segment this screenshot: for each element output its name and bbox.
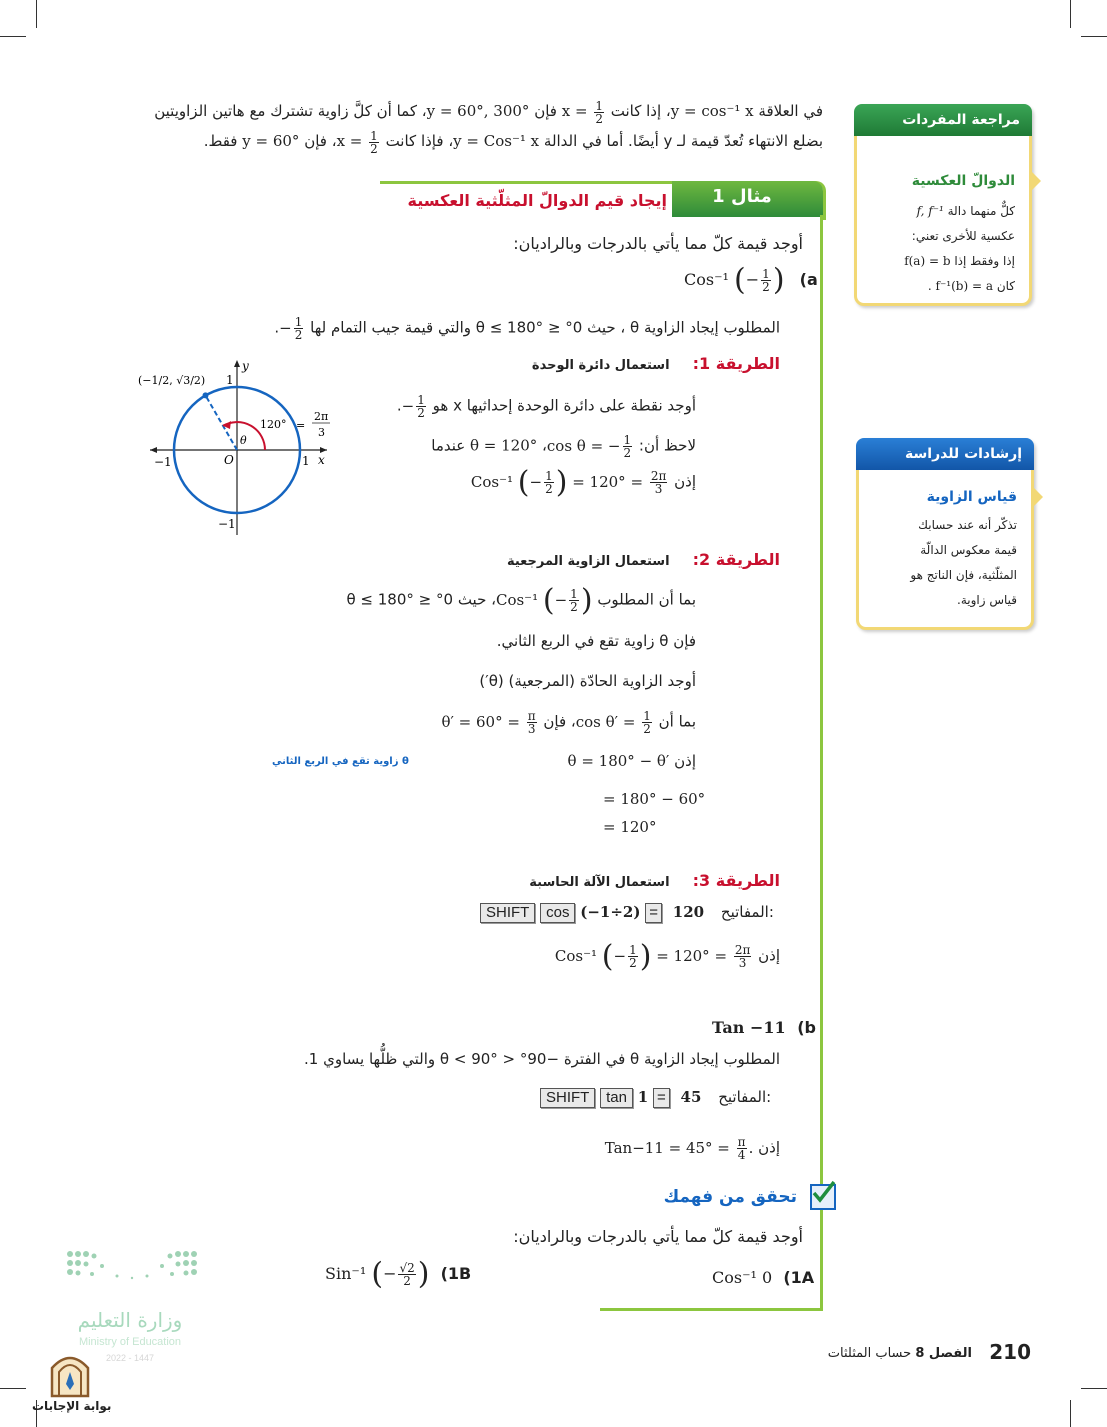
method2-line6: = 180° − 60° [603,790,706,808]
method2-line4: بما أن cos θ′ = $\frac{1}{2}$ ، فإن θ′ = 60° = $\frac{\pi}{3}$ [441,709,696,736]
keys-label: المفاتيح: [718,1088,772,1106]
equals-label: = [296,419,306,432]
intro-paragraph: في العلاقة y = cos⁻¹ x، إذا كانت x = $\frac{1}{2}$ فإن y = 60°, 300°، كما أن كلَّ زاوية تشترك مع هاتين الزاويتين بضلع الانتهاء تُعدّ قيمة لـ y أيضًا. أما في الدالة y = Cos⁻¹ x، فإذا كانت x = $\frac{1}{2}$ ، فإن y = 60° فقط. [154,98,823,156]
cos-key: cos [540,903,575,923]
y-axis-label: y [242,359,249,373]
pointer-tab [1031,171,1041,191]
keys-label: المفاتيح: [720,903,774,921]
vocab-review-header: مراجعة المفردات [854,104,1032,136]
intro-text: فإذا كانت [385,132,444,150]
vocab-definition: كلٌّ منهما دالة f, f⁻¹ عكسية للأخرى تعني: إذا وفقط إذا f(a) = b كان . f⁻¹(b) = a [904,204,1015,293]
check-q2-label: (1B [440,1264,472,1283]
crop-mark [0,1388,26,1389]
key-result: 45 [680,1088,702,1106]
example-title: إيجاد قيم الدوالّ المثلّثية العكسية [407,191,667,210]
point-label: (−1/2, √3/2) [138,374,206,387]
radian-numerator: 2π [314,410,329,423]
x-axis-arrow [150,447,157,453]
example-prompt: أوجد قيمة كلّ مما يأتي بالدرجات وبالراديان: [513,234,803,253]
intro-text: فإن [534,102,557,120]
intro-equation: y = Cos⁻¹ x [453,132,540,150]
terminal-point [203,392,209,398]
checkbox-icon [810,1184,836,1210]
y-axis-arrow [234,360,240,367]
crop-mark [36,0,37,28]
example-frame-bottom [600,1308,823,1311]
check-title: تحقق من فهمك [663,1187,797,1207]
ministry-name-en: Ministry of Education [78,1336,182,1348]
check-q1: Cos⁻¹ 0 (1A [712,1268,815,1287]
key-result: 120 [672,903,705,921]
tan-key: tan [600,1088,633,1108]
study-tips-box [856,438,1034,630]
crop-mark [1081,36,1107,37]
intro-text: كما أن كلَّ زاوية تشترك مع هاتين الزاويتين [154,102,417,120]
angle-label: 120° [260,418,287,431]
check-q2: Sin⁻¹ (− $\frac{√2}{2}$ ) (1B [325,1256,472,1292]
method2-line5: إذن θ = 180° − θ′ [567,752,696,770]
key-argument: (−1÷2) [580,903,641,921]
crop-mark [1081,1388,1107,1389]
method2-line2: فإن θ زاوية تقع في الربع الثاني. [496,632,696,650]
example-badge: مثال 1 [712,186,772,207]
method3-heading: الطريقة 3: استعمال الآلة الحاسبة [529,871,780,890]
crop-mark [0,36,26,37]
x-axis-label: x [318,453,325,467]
unit-circle-diagram [132,350,342,540]
intro-values: y = 60° [242,132,300,150]
part-b-expression: Tan −11 (b [712,1018,816,1037]
chapter-info [828,1346,972,1361]
x-tick-neg-one: −1 [154,455,172,469]
vocab-term: الدوالّ العكسية [911,173,1015,189]
part-a-expression: Cos⁻¹ (− $\frac{1}{2}$ ) (a [684,262,818,298]
method1-line3: إذن Cos⁻¹ (− $\frac{1}{2}$ ) = 120° = $\frac{2\pi}{3}$ [470,464,696,500]
intro-equation: y = cos⁻¹ x [670,102,754,120]
required-b: المطلوب إيجاد الزاوية θ في الفترة −90° < θ < 90° والتي ظلُّها يساوي 1. [303,1050,780,1068]
intro-text: بضلع الانتهاء تُعدّ قيمة لـ y أيضًا. أما في الدالة [543,132,823,150]
shift-key: SHIFT [540,1088,595,1108]
equals-key: = [645,903,662,923]
method2-line3: أوجد الزاوية الحادّة (المرجعية) (θ′) [479,672,696,690]
key-argument: 1 [637,1088,649,1106]
check-prompt: أوجد قيمة كلّ مما يأتي بالدرجات وبالراديان: [513,1227,803,1246]
check-q1-label: (1A [783,1268,815,1287]
method3-result: إذن Cos⁻¹ (− $\frac{1}{2}$ ) = 120° = $\frac{2\pi}{3}$ [554,938,780,974]
vocab-review-box [854,104,1032,306]
method2-heading: الطريقة 2: استعمال الزاوية المرجعية [506,550,780,569]
y-tick-neg-one: −1 [218,517,236,531]
intro-text: في العلاقة [758,102,823,120]
ministry-logo-icon [62,1248,202,1288]
chapter-number: الفصل 8 [915,1346,972,1361]
page-number: 210 [989,1340,1031,1364]
crop-mark [1070,1400,1071,1427]
shift-key: SHIFT [480,903,535,923]
radian-denominator: 3 [318,426,325,439]
method3-keys [480,903,774,923]
required-a: المطلوب إيجاد الزاوية θ ، حيث 0° ≤ θ ≤ 180° والتي قيمة جيب التمام لها − $\frac{1}{2}$ . [274,315,780,342]
y-tick-one: 1 [226,373,234,387]
method1-heading: الطريقة 1: استعمال دائرة الوحدة [531,354,780,373]
part-b-keys [540,1088,771,1108]
study-text: تذكّر أنه عند حسابك قيمة معكوس الدالّة المثلّثية، فإن الناتج هو قياس زاوية. [910,518,1017,607]
ministry-year: 2022 - 1447 [105,1353,155,1363]
intro-text: فقط. [203,132,238,150]
method1-line2: لاحظ أن: cos θ = − $\frac{1}{2}$ ، عندما θ = 120° [431,433,696,460]
intro-values: y = 60°, 300° [426,102,530,120]
example-frame-right [820,215,823,1311]
chapter-title: حساب المثلثات [827,1346,912,1361]
study-tips-header: إرشادات للدراسة [856,438,1034,470]
equals-key: = [653,1088,670,1108]
method1-line1: أوجد نقطة على دائرة الوحدة إحداثيها x هو − $\frac{1}{2}$ . [396,393,696,420]
theta-label: θ [240,434,247,447]
quadrant-note: θ زاوية تقع في الربع الثاني [272,756,409,767]
intro-text: فإن [304,132,327,150]
ministry-name-ar: وزارة التعليم [77,1308,183,1332]
pointer-tab [1033,487,1043,507]
page-footer [989,1340,1031,1364]
gateway-site-label: بوابة الإجابات [32,1399,112,1413]
method2-line7: = 120° [603,818,657,836]
study-term: قياس الزاوية [926,489,1017,505]
x-tick-one: 1 [302,454,310,468]
part-b-result: إذن Tan−11 = 45° = $\frac{\pi}{4}$ . [604,1135,780,1162]
crop-mark [1070,0,1071,28]
part-b-label: (b [797,1018,816,1037]
gateway-logo-icon [48,1350,92,1398]
method2-line1: بما أن المطلوب Cos⁻¹ (− $\frac{1}{2}$ )، حيث 0° ≤ θ ≤ 180° [346,582,696,618]
part-a-label: (a [799,270,818,289]
intro-text: إذا كانت [610,102,662,120]
origin-label: O [224,453,234,467]
